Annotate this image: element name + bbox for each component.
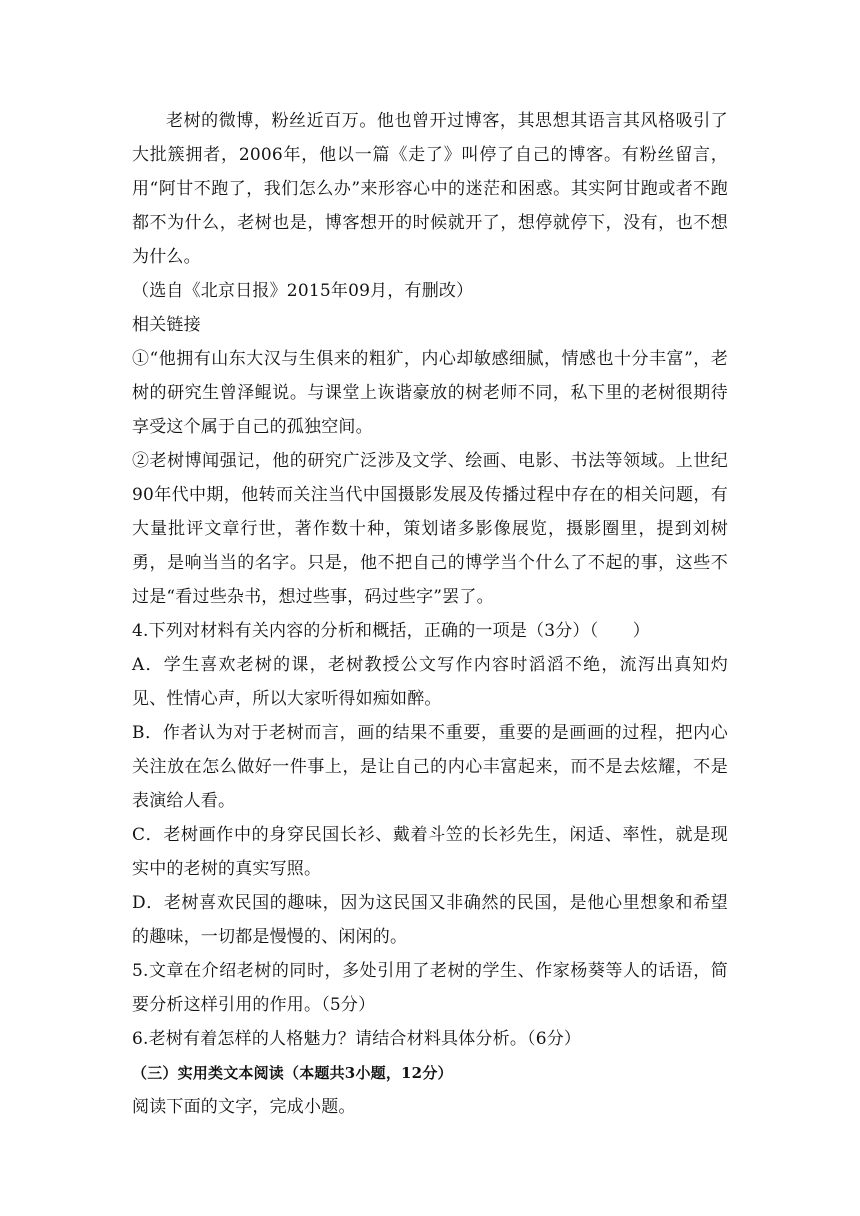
- option-d: D．老树喜欢民国的趣味，因为这民国又非确然的民国，是他心里想象和希望的趣味，一切都是慢慢的、闲闲的。: [132, 893, 728, 947]
- question-5: 5.文章在介绍老树的同时，多处引用了老树的学生、作家杨葵等人的话语，简要分析这样引用的作用。（5分）: [132, 961, 728, 1015]
- option-b: B．作者认为对于老树而言，画的结果不重要，重要的是画画的过程，把内心关注放在怎么做好一件事上，是让自己的内心丰富起来，而不是去炫耀，不是表演给人看。: [132, 723, 728, 811]
- section-heading-practical-reading: （三）实用类文本阅读（本题共3小题，12分）: [132, 1064, 453, 1082]
- question-4: 4.下列对材料有关内容的分析和概括，正确的一项是（3分）（ ）: [132, 621, 650, 641]
- question-6: 6.老树有着怎样的人格魅力？请结合材料具体分析。（6分）: [132, 1029, 582, 1049]
- document-page: [132, 104, 728, 1124]
- reading-instruction: 阅读下面的文字，完成小题。: [132, 1097, 356, 1117]
- option-a: A．学生喜欢老树的课，老树教授公文写作内容时滔滔不绝，流泻出真知灼见、性情心声，所以大家听得如痴如醉。: [132, 655, 728, 709]
- section-heading-related-links: 相关链接: [132, 315, 201, 335]
- body-paragraph: 老树的微博，粉丝近百万。他也曾开过博客，其思想其语言其风格吸引了大批簇拥者，2006年，他以一篇《走了》叫停了自己的博客。有粉丝留言，用“阿甘不跑了，我们怎么办”来形容心中的迷茫和困惑。其实阿甘跑或者不跑都不为什么，老树也是，博客想开的时候就开了，想停就停下，没有，也不想为什么。: [132, 111, 728, 267]
- source-citation: （选自《北京日报》2015年09月，有删改）: [132, 281, 474, 301]
- related-link-1: ①“他拥有山东大汉与生俱来的粗犷，内心却敏感细腻，情感也十分丰富”，老树的研究生曾泽鲲说。与课堂上诙谐豪放的树老师不同，私下里的老树很期待享受这个属于自己的孤独空间。: [132, 349, 728, 437]
- related-link-2: ②老树博闻强记，他的研究广泛涉及文学、绘画、电影、书法等领域。上世纪90年代中期，他转而关注当代中国摄影发展及传播过程中存在的相关问题，有大量批评文章行世，著作数十种，策划诸多影像展览，摄影圈里，提到刘树勇，是响当当的名字。只是，他不把自己的博学当个什么了不起的事，这些不过是“看过些杂书，想过些事，码过些字”罢了。: [132, 451, 728, 607]
- option-c: C．老树画作中的身穿民国长衫、戴着斗笠的长衫先生，闲适、率性，就是现实中的老树的真实写照。: [132, 825, 728, 879]
